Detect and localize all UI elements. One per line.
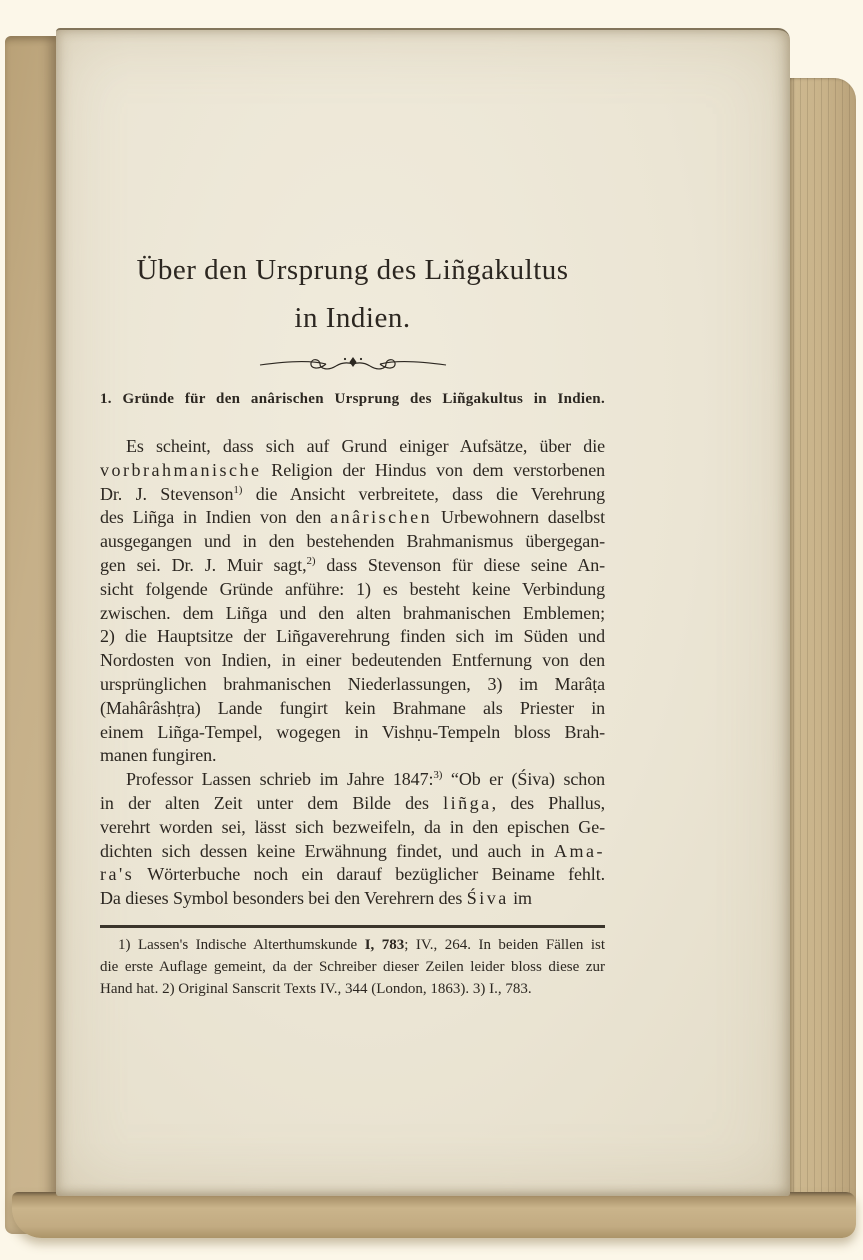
book-page xyxy=(56,28,790,1196)
body-line: Dr. J. Stevenson$^{1)}$ die Ansicht verbreitete, dass die Verehrung xyxy=(100,483,605,504)
section-heading: 1. Gründe für den anârischen Ursprung des Liñgakultus in Indien. xyxy=(100,391,605,407)
title-line-1: Über den Ursprung des Liñgakultus xyxy=(136,254,569,286)
body-line: sicht folgende Gründe anführe: 1) es besteht keine Verbindung xyxy=(100,578,605,599)
footnote-rule xyxy=(100,925,605,928)
body-line: ursprünglichen brahmanischen Niederlassungen, 3) im Marâṭa xyxy=(100,673,605,694)
body-line: ausgegangen und in den bestehenden Brahmanismus übergegan- xyxy=(100,531,605,552)
body-line: Professor Lassen schrieb im Jahre 1847:$^{3)}$ “Ob er (Śiva) schon xyxy=(126,769,605,790)
body-line: verehrt worden sei, lässt sich bezweifeln, da in den epischen Ge- xyxy=(100,816,605,837)
footnote-line: die erste Auflage gemeint, da der Schreiber dieser Zeilen leider bloss diese zur xyxy=(100,959,605,975)
body-line: zwischen. dem Liñga und den alten brahmanischen Emblemen; xyxy=(100,602,605,623)
title-line-2: in Indien. xyxy=(294,302,411,334)
body-text xyxy=(100,435,605,911)
book-left-board xyxy=(5,36,57,1234)
body-line: einem Liñga-Tempel, wogegen in Vishṇu-Tempeln bloss Brah- xyxy=(100,721,605,742)
body-line: manen fungiren. xyxy=(100,745,217,766)
footnote-line: Hand hat. 2) Original Sanscrit Texts IV., 344 (London, 1863). 3) I., 783. xyxy=(100,981,532,997)
body-line: 2) die Hauptsitze der Liñgaverehrung finden sich im Süden und xyxy=(100,626,605,647)
body-line: gen sei. Dr. J. Muir sagt,$^{2)}$ dass Stevenson für diese seine An- xyxy=(100,554,606,575)
body-line: dichten sich dessen keine Erwähnung findet, und auch in Ama- xyxy=(100,840,605,861)
body-line: vorbrahmanische Religion der Hindus von dem verstorbenen xyxy=(100,459,605,480)
footnote-line: 1) Lassen's Indische Alterthumskunde I, 783; IV., 264. In beiden Fällen ist xyxy=(118,937,605,953)
book-fore-edge-pages xyxy=(786,78,856,1238)
footnote-marker: 2) xyxy=(306,554,316,567)
page-title xyxy=(100,246,605,342)
body-line: Nordosten von Indien, in einer bedeutenden Entfernung von den xyxy=(100,650,605,671)
body-line: des Liñga in Indien von den anârischen Urbewohnern daselbst xyxy=(100,507,605,528)
footnote-marker: 1) xyxy=(233,483,243,496)
body-line: ra's Wörterbuche noch ein darauf bezüglicher Beiname fehlt. xyxy=(100,864,605,885)
footnote-marker: 3) xyxy=(433,769,443,782)
body-line: Es scheint, dass sich auf Grund einiger Aufsätze, über die xyxy=(126,436,605,456)
divider-flourish-icon xyxy=(100,350,605,381)
body-line: in der alten Zeit unter dem Bilde des liñga, des Phallus, xyxy=(100,792,605,813)
body-line: (Mahârâshṭra) Lande fungirt kein Brahmane als Priester in xyxy=(100,697,605,718)
book-bottom-edge-pages xyxy=(12,1192,856,1238)
body-line: Da dieses Symbol besonders bei den Verehrern des Śiva im xyxy=(100,888,532,909)
footnotes xyxy=(100,934,605,1000)
